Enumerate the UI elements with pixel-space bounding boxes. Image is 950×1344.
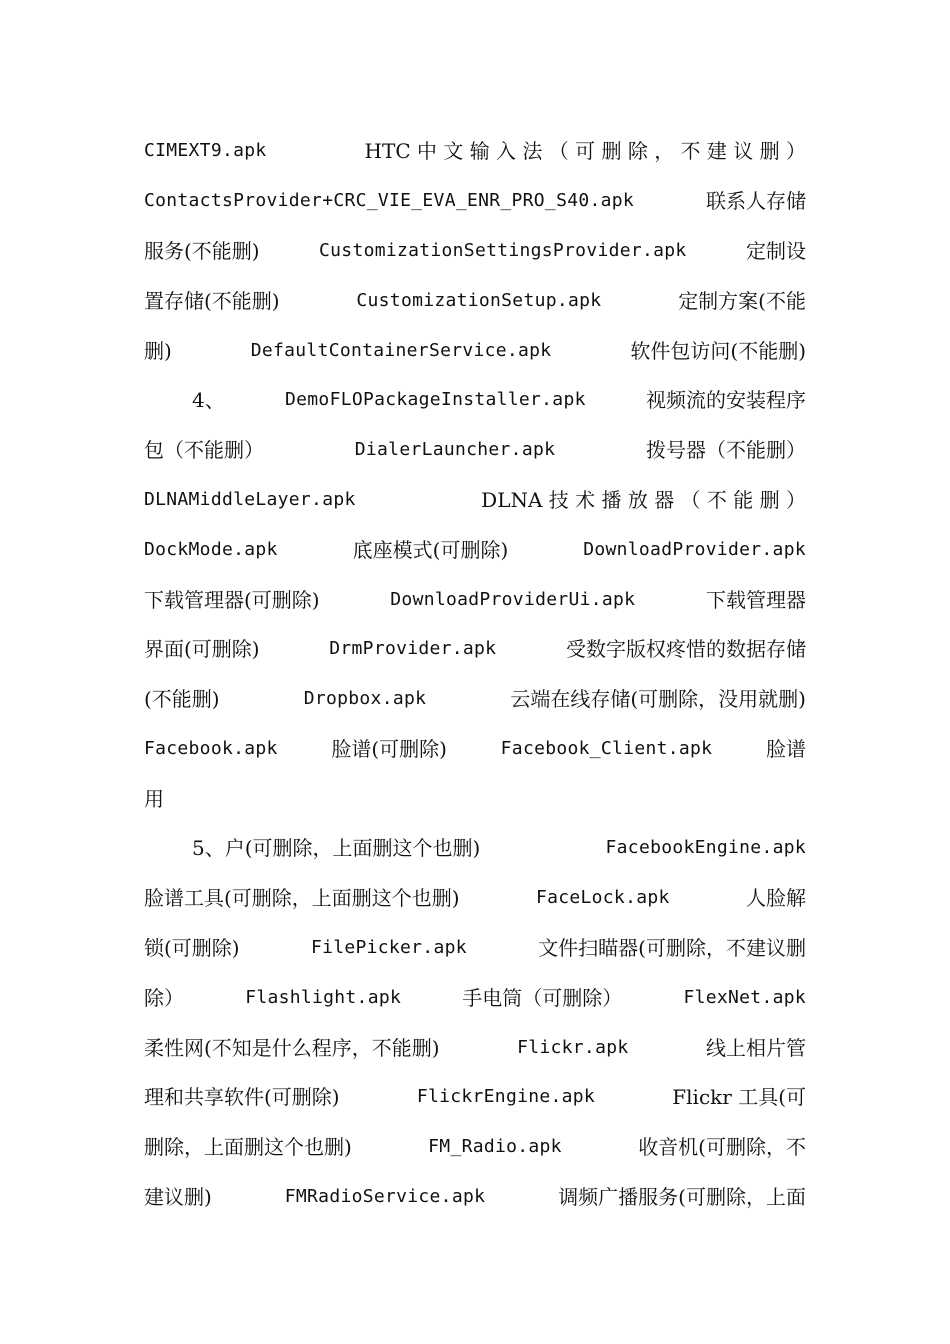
text-segment: Flickr.apk bbox=[517, 1037, 629, 1058]
text-segment: 人脸解 bbox=[745, 886, 806, 910]
text-segment: 界面(可删除) bbox=[144, 637, 260, 661]
text-segment: 理和共享软件(可删除) bbox=[144, 1085, 340, 1109]
text-segment: 5、户(可删除，上面删这个也删) bbox=[192, 836, 481, 860]
text-segment: CIMEXT9.apk bbox=[144, 140, 267, 161]
text-line bbox=[144, 973, 806, 1023]
text-line bbox=[144, 525, 806, 575]
text-segment: 拨号器（不能删） bbox=[646, 438, 806, 462]
text-segment: 脸谱 bbox=[765, 737, 806, 761]
text-line bbox=[144, 575, 806, 625]
text-segment: 下载管理器 bbox=[706, 588, 806, 612]
text-segment: FlexNet.apk bbox=[683, 987, 806, 1008]
text-segment: 用 bbox=[144, 787, 164, 811]
text-segment: FaceLock.apk bbox=[535, 887, 670, 908]
text-segment: 手电筒（可删除） bbox=[462, 986, 623, 1010]
text-segment: 删除，上面删这个也删) bbox=[144, 1135, 352, 1159]
text-line bbox=[192, 823, 806, 873]
text-segment: (不能删) bbox=[144, 687, 220, 711]
text-segment: 柔性网(不知是什么程序，不能删) bbox=[144, 1036, 440, 1060]
text-segment: Facebook.apk bbox=[144, 738, 278, 759]
text-segment: ContactsProvider+CRC_VIE_EVA_ENR_PRO_S40.apk bbox=[144, 190, 635, 211]
text-line bbox=[192, 375, 806, 425]
text-segment: 底座模式(可删除) bbox=[352, 538, 509, 562]
text-line bbox=[144, 873, 806, 923]
text-segment: 云端在线存储(可删除，没用就删) bbox=[510, 687, 806, 711]
text-line bbox=[144, 724, 806, 774]
text-line bbox=[144, 1072, 806, 1122]
text-line bbox=[144, 674, 806, 724]
text-segment: DrmProvider.apk bbox=[329, 638, 497, 659]
text-line bbox=[144, 624, 806, 674]
text-segment: 调频广播服务(可删除，上面 bbox=[558, 1185, 806, 1209]
text-line bbox=[144, 475, 806, 525]
text-segment: Facebook_Client.apk bbox=[500, 738, 713, 759]
text-line bbox=[144, 774, 806, 824]
text-segment: FlickrEngine.apk bbox=[416, 1086, 596, 1107]
text-segment: DLNAMiddleLayer.apk bbox=[144, 489, 356, 510]
text-segment: DownloadProvider.apk bbox=[583, 539, 806, 560]
text-segment: FacebookEngine.apk bbox=[605, 837, 806, 858]
text-segment: 定制方案(不能 bbox=[678, 289, 806, 313]
text-line bbox=[144, 1172, 806, 1222]
text-line bbox=[144, 226, 806, 276]
text-line bbox=[144, 1023, 806, 1073]
text-line bbox=[144, 276, 806, 326]
text-segment: 除） bbox=[144, 986, 184, 1010]
text-segment: DialerLauncher.apk bbox=[354, 439, 556, 460]
text-segment: DockMode.apk bbox=[144, 539, 278, 560]
text-line bbox=[144, 1122, 806, 1172]
text-segment: 锁(可删除) bbox=[144, 936, 240, 960]
text-segment: 软件包访问(不能删) bbox=[630, 339, 806, 363]
text-segment: 下载管理器(可删除) bbox=[144, 588, 320, 612]
text-segment: 脸谱(可删除) bbox=[331, 737, 447, 761]
text-segment: Flashlight.apk bbox=[245, 987, 402, 1008]
text-segment: DownloadProviderUi.apk bbox=[390, 589, 636, 610]
text-segment: 联系人存储 bbox=[706, 189, 806, 213]
text-segment: 删) bbox=[144, 339, 172, 363]
text-segment: Dropbox.apk bbox=[303, 688, 427, 709]
text-segment: 收音机(可删除，不 bbox=[638, 1135, 806, 1159]
text-segment: 服务(不能删) bbox=[144, 239, 260, 263]
text-line bbox=[144, 923, 806, 973]
text-segment: 包（不能删） bbox=[144, 438, 264, 462]
text-segment: 文件扫瞄器(可删除，不建议删 bbox=[538, 936, 806, 960]
text-segment: 受数字版权疼惜的数据存储 bbox=[565, 637, 806, 661]
text-segment: FM_Radio.apk bbox=[428, 1136, 562, 1157]
text-segment: 4、 bbox=[192, 388, 225, 412]
text-segment: 建议删) bbox=[144, 1185, 212, 1209]
text-segment: HTC 中 文 输 入 法 （ 可 删 除 ， 不 建 议 删 ） bbox=[364, 139, 806, 163]
text-segment: 置存储(不能删) bbox=[144, 289, 280, 313]
text-segment: DefaultContainerService.apk bbox=[250, 340, 552, 361]
text-segment: Flickr 工具(可 bbox=[672, 1085, 806, 1109]
text-segment: 脸谱工具(可删除，上面删这个也删) bbox=[144, 886, 460, 910]
text-segment: CustomizationSettingsProvider.apk bbox=[319, 240, 687, 261]
text-segment: 线上相片管 bbox=[705, 1036, 806, 1060]
text-segment: FilePicker.apk bbox=[310, 937, 467, 958]
text-segment: 视频流的安装程序 bbox=[646, 388, 806, 412]
text-segment: CustomizationSetup.apk bbox=[356, 290, 602, 311]
text-segment: DLNA 技 术 播 放 器 （ 不 能 删 ） bbox=[481, 488, 806, 512]
text-line bbox=[144, 326, 806, 376]
text-segment: DemoFLOPackageInstaller.apk bbox=[285, 389, 586, 410]
text-line bbox=[144, 126, 806, 176]
text-segment: 定制设 bbox=[745, 239, 806, 263]
text-line bbox=[144, 425, 806, 475]
text-line bbox=[144, 176, 806, 226]
text-segment: FMRadioService.apk bbox=[284, 1186, 486, 1207]
